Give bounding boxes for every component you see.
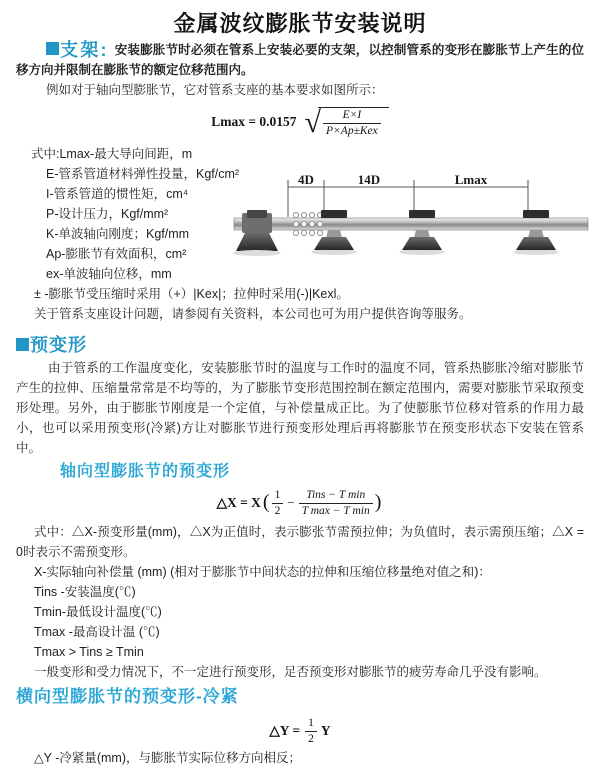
definition-item: K-单波轴向刚度；Kgf/mm xyxy=(46,227,190,241)
axial-definition-line: Tmax -最高设计温 (℃) xyxy=(34,625,160,639)
temperature-fraction xyxy=(299,489,373,518)
lmax-fraction-denominator: P×Ap±Kex xyxy=(326,124,378,137)
lateral-formula-lhs: △Y = xyxy=(269,723,301,738)
fraction-numerator: Tins − T min xyxy=(299,489,373,504)
axial-formula-explanation: 式中：△X-预变形量(mm)，△X为正值时，表示膨张节需预拉伸；为负值时，表示需预压缩；△X = 0时表示不需预变形。 xyxy=(16,525,584,559)
lateral-formula-rhs: Y xyxy=(320,723,331,738)
fraction-denominator: 2 xyxy=(308,732,314,745)
dimension-label-lmax: Lmax xyxy=(454,172,488,187)
definitions-lead: 式中:Lmax-最大导向间距，m xyxy=(31,147,193,161)
half-fraction xyxy=(272,489,284,518)
axial-preform-formula xyxy=(16,484,584,522)
axial-definition-line: X-实际轴向补偿量 (mm) (相对于膨胀节中间状态的拉伸和压缩位移量绝对值之和)： xyxy=(34,565,491,579)
sqrt-symbol: √ xyxy=(304,106,322,139)
document-page xyxy=(0,10,600,765)
support-example-line: 例如对于轴向型膨胀节，它对管系支座的基本要求如图所示： xyxy=(46,83,384,97)
dimension-label-4d: 4D xyxy=(298,172,314,187)
lateral-subsection-heading: 横向型膨胀节的预变形-冷紧 xyxy=(16,687,239,706)
close-paren: ) xyxy=(374,491,382,513)
fraction-numerator: 1 xyxy=(305,717,317,732)
definition-item: I-管系管道的惯性矩，cm⁴ xyxy=(46,187,189,201)
support-section-intro xyxy=(16,40,584,80)
lateral-preform-formula xyxy=(16,716,584,746)
preform-heading-text: 预变形 xyxy=(30,335,87,355)
axial-formula-lhs: △X = X xyxy=(216,495,261,510)
fraction-denominator: T max − T min xyxy=(301,504,370,517)
minus-operator: − xyxy=(287,495,295,510)
definition-item: E-管系管道材料弹性投量，Kgf/cm² xyxy=(46,167,240,181)
preform-section-heading xyxy=(16,334,584,356)
pipe-support xyxy=(513,210,559,255)
open-paren: ( xyxy=(262,491,270,513)
lmax-formula-lhs: Lmax = 0.0157 xyxy=(211,114,297,129)
lmax-formula xyxy=(16,102,584,142)
section-bullet-icon xyxy=(16,338,29,351)
half-fraction xyxy=(305,717,317,746)
consulting-note: 关于管系支座设计问题，请参阅有关资料，本公司也可为用户提供咨询等服务。 xyxy=(34,307,472,321)
definition-item: P-设计压力，Kgf/mm² xyxy=(46,207,169,221)
axial-definition-line: Tmin-最低设计温度(℃) xyxy=(34,605,162,619)
pipe-support xyxy=(399,210,445,255)
support-section-heading: 支架: xyxy=(60,40,109,60)
sqrt-radicand xyxy=(318,107,389,138)
definitions-block xyxy=(16,144,584,284)
definition-item: Ap-膨胀节有效面积，cm² xyxy=(46,247,187,261)
pipe-support-diagram-svg xyxy=(230,174,592,274)
support-intro-text: 安装膨胀节时必须在管系上安装必要的支架，以控制管系的变形在膨胀节上产生的位移方向并限制在膨胀节的额定位移范围内。 xyxy=(16,43,584,77)
plus-minus-note: ± -膨胀节受压缩时采用（+）|Kex|；拉伸时采用(-)|Kexl。 xyxy=(34,287,349,301)
axial-definition-line: Tins -安装温度(℃) xyxy=(34,585,136,599)
preform-body-paragraph: 由于管系的工作温度变化，安装膨胀节时的温度与工作时的温度不同，管系热膨胀冷缩对膨胀节产生的拉伸、压缩量常常是不均等的，为了膨胀节变形范围控制在额定范围内，需要对膨胀节采取预变形处理。另外，由于膨胀节刚度是一个定值，与补偿量成正比。为了使膨胀节位移对管系的作用力最小，也可以采用预变形(冷紧)方让对膨胀节进行预变形处理后再将膨胀节在预变形状态下安装在管系中。 xyxy=(16,361,584,455)
lmax-fraction xyxy=(323,109,381,138)
fraction-denominator: 2 xyxy=(274,504,281,517)
lmax-fraction-numerator: E×I xyxy=(323,109,381,124)
delta-y-note: △Y -冷紧量(mm)，与膨胀节实际位移方向相反； xyxy=(34,751,302,765)
fraction-numerator: 1 xyxy=(272,489,284,504)
anchor-support xyxy=(233,210,281,256)
dimension-label-14d: 14D xyxy=(357,172,381,187)
axial-subsection-heading: 轴向型膨胀节的预变形 xyxy=(60,463,231,480)
pipe-support-diagram xyxy=(230,174,592,274)
axial-inequality-line: Tmax > Tins ≥ Tmin xyxy=(34,645,144,659)
page-title: 金属波纹膨胀节安装说明 xyxy=(173,11,427,36)
axial-general-note: 一般变形和受力情况下，不一定进行预变形，足否预变形对膨胀节的疲劳寿命几乎没有影响。 xyxy=(34,665,547,679)
definition-item: ex-单波轴向位移，mm xyxy=(46,267,172,281)
section-bullet-icon xyxy=(46,42,59,55)
